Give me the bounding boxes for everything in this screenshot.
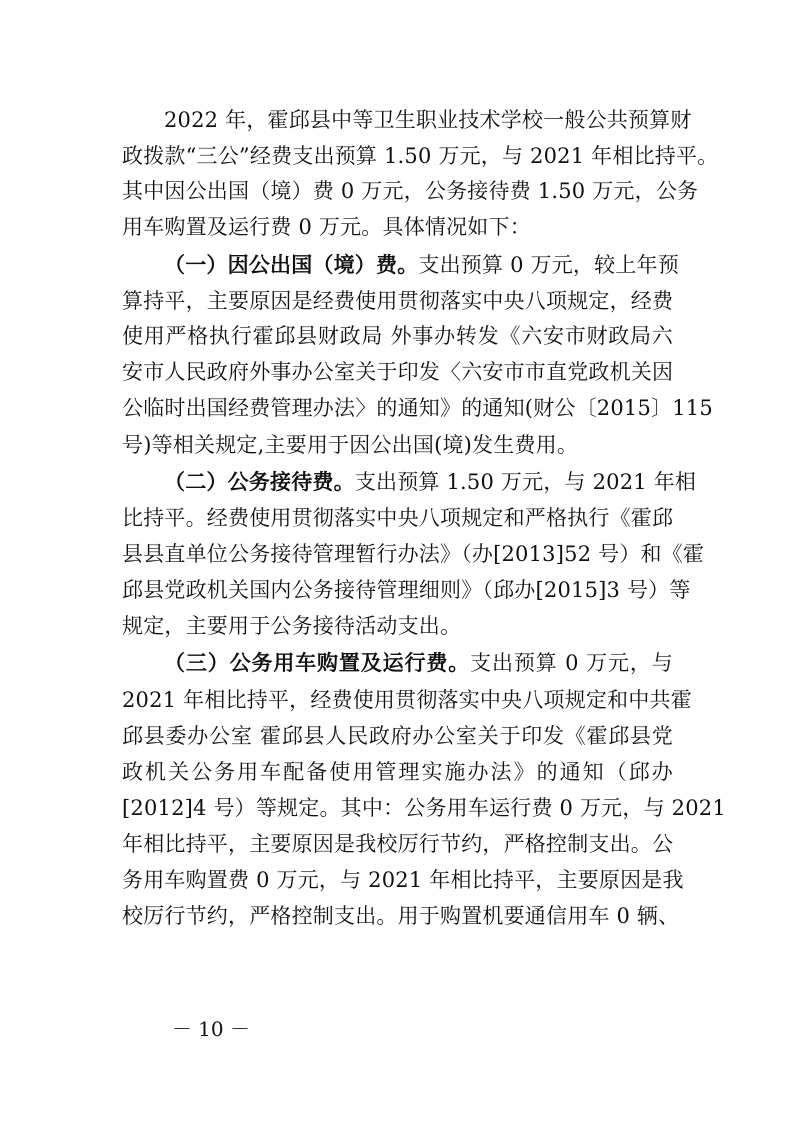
paragraph-line	[122, 757, 673, 787]
paragraph-line	[122, 212, 673, 242]
line-text: 比持平。经费使用贯彻落实中央八项规定和严格执行《霍邱	[122, 506, 674, 530]
paragraph-line	[122, 685, 692, 715]
line-text: [2012]4 号）等规定。其中：公务用车运行费 0 万元，与 2021	[122, 796, 726, 820]
line-text: 使用严格执行霍邱县财政局 外事办转发《六安市财政局六	[122, 324, 673, 348]
line-text: 校厉行节约，严格控制支出。用于购置机要通信用车 0 辆、	[122, 904, 680, 928]
line-text: 公临时出国经费管理办法〉的通知》的通知(财公〔2015〕115	[122, 396, 713, 420]
line-text: 县县直单位公务接待管理暂行办法》（办[2013]52 号）和《霍	[122, 542, 705, 566]
paragraph-line	[164, 648, 673, 678]
paragraph-line	[122, 503, 673, 533]
paragraph-line	[122, 721, 673, 751]
line-text: 支出预算 0 万元，与	[470, 651, 673, 675]
page-number: － 10 －	[171, 1017, 250, 1041]
paragraph-line	[122, 539, 705, 569]
paragraph-line	[122, 286, 673, 316]
line-text: 用车购置及运行费 0 万元。具体情况如下：	[122, 215, 531, 239]
paragraph-line	[122, 575, 691, 605]
line-text: 2022 年，霍邱县中等卫生职业技术学校一般公共预算财	[164, 108, 692, 132]
line-text: 年相比持平，主要原因是我校厉行节约，严格控制支出。公	[122, 832, 674, 856]
paragraph-line	[122, 829, 673, 859]
line-text: 邱县党政机关国内公务接待管理细则》（邱办[2015]3 号）等	[122, 578, 691, 602]
paragraph-line	[164, 467, 697, 497]
line-text: 支出预算 1.50 万元，与 2021 年相	[354, 470, 697, 494]
paragraph-line	[122, 393, 713, 423]
paragraph-line	[122, 176, 699, 206]
line-text: 其中因公出国（境）费 0 万元，公务接待费 1.50 万元，公务	[122, 179, 699, 203]
line-text: 安市人民政府外事办公室关于印发〈六安市市直党政机关因	[122, 360, 674, 384]
paragraph-line	[164, 105, 692, 135]
line-text: 2021 年相比持平，经费使用贯彻落实中央八项规定和中共霍	[122, 688, 692, 712]
paragraph-line	[122, 430, 673, 460]
paragraph-line	[122, 357, 673, 387]
paragraph-line	[122, 901, 680, 931]
paragraph-line	[122, 611, 673, 641]
section-heading: （一）因公出国（境）费。	[164, 252, 419, 277]
line-text: 支出预算 0 万元，较上年预	[418, 253, 679, 277]
paragraph-line	[122, 321, 673, 351]
line-text: 号)等相关规定,主要用于因公出国(境)发生费用。	[122, 433, 579, 457]
paragraph-line	[122, 793, 726, 823]
paragraph-line	[164, 250, 679, 280]
line-text: 算持平，主要原因是经费使用贯彻落实中央八项规定，经费	[122, 289, 674, 313]
line-text: 政拨款“三公”经费支出预算 1.50 万元，与 2021 年相比持平。	[122, 144, 719, 168]
paragraph-line	[122, 865, 684, 895]
line-text: 规定，主要用于公务接待活动支出。	[122, 614, 462, 638]
section-heading: （二）公务接待费。	[164, 469, 355, 494]
line-text: 务用车购置费 0 万元，与 2021 年相比持平，主要原因是我	[122, 868, 684, 892]
line-text: 政机关公务用车配备使用管理实施办法》的通知（邱办	[122, 760, 673, 784]
section-heading: （三）公务用车购置及运行费。	[164, 650, 471, 675]
line-text: 邱县委办公室 霍邱县人民政府办公室关于印发《霍邱县党	[122, 724, 673, 748]
paragraph-line	[122, 141, 719, 171]
